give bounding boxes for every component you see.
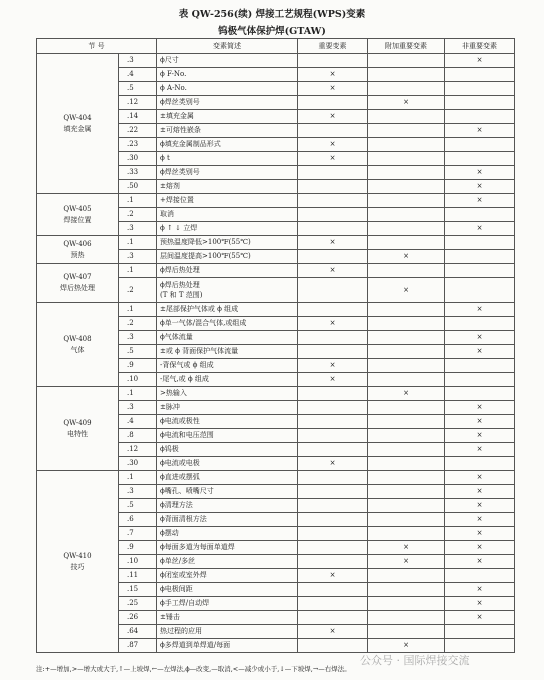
essential-mark	[298, 331, 368, 345]
variable-description: ϕ F-No.	[157, 68, 298, 82]
paragraph-number: .4	[119, 68, 157, 82]
footnote: 注:+—增加,>—增大或大于,↑—上坡焊,←—左焊法,ϕ—改变,—取消,<—减少或小于,↓—下坡焊,→—右焊法。	[36, 665, 351, 673]
paragraph-number: .22	[119, 124, 157, 138]
nonessential-mark	[445, 373, 515, 387]
table-subtitle: 钨极气体保护焊(GTAW)	[218, 26, 326, 37]
section-name: 气体	[70, 345, 85, 354]
essential-mark	[298, 278, 368, 303]
nonessential-mark	[445, 68, 515, 82]
supplementary-mark	[368, 611, 445, 625]
table-row	[37, 387, 515, 401]
variable-description: ϕ焊丝类别号	[157, 96, 298, 110]
nonessential-mark: ×	[445, 415, 515, 429]
wps-variables-table	[36, 38, 515, 653]
paragraph-number: .3	[119, 54, 157, 68]
variable-description: ϕ背面清根方法	[157, 513, 298, 527]
nonessential-mark	[445, 236, 515, 250]
essential-mark	[298, 345, 368, 359]
variable-description: 预热温度降低>100℉(55℃)	[157, 236, 298, 250]
essential-mark	[298, 250, 368, 264]
paragraph-number: .25	[119, 597, 157, 611]
nonessential-mark	[445, 110, 515, 124]
watermark: 公众号 · 国际焊接交流	[360, 654, 470, 667]
nonessential-mark: ×	[445, 124, 515, 138]
supplementary-mark	[368, 194, 445, 208]
supplementary-mark	[368, 415, 445, 429]
variable-description: -背保气或 ϕ 组成	[157, 359, 298, 373]
section-name: 焊后热处理	[60, 284, 95, 292]
section-name: 焊接位置	[63, 215, 92, 224]
supplementary-mark	[368, 457, 445, 471]
variable-description: ϕ尺寸	[157, 54, 298, 68]
nonessential-mark: ×	[445, 485, 515, 499]
nonessential-mark	[445, 264, 515, 278]
supplementary-mark	[368, 54, 445, 68]
variable-description: ±可熔性嵌条	[157, 124, 298, 138]
variable-description: ϕ ↑ ↓ 立焊	[157, 222, 298, 236]
nonessential-mark	[445, 278, 515, 303]
supplementary-mark	[368, 68, 445, 82]
paragraph-number: .8	[119, 429, 157, 443]
section-code: QW-405	[63, 204, 92, 213]
paragraph-number: .5	[119, 499, 157, 513]
section-code: QW-404	[63, 113, 92, 122]
paragraph-number: .3	[119, 250, 157, 264]
nonessential-mark: ×	[445, 555, 515, 569]
essential-mark: ×	[298, 569, 368, 583]
nonessential-mark	[445, 82, 515, 96]
paragraph-number: .2	[119, 208, 157, 222]
variable-description: ϕ直进或摆弧	[157, 471, 298, 485]
variable-description: ϕ清理方法	[157, 499, 298, 513]
supplementary-mark	[368, 471, 445, 485]
supplementary-mark	[368, 208, 445, 222]
supplementary-mark: ×	[368, 555, 445, 569]
essential-mark	[298, 443, 368, 457]
section-cell	[37, 236, 119, 264]
essential-mark	[298, 513, 368, 527]
supplementary-mark	[368, 166, 445, 180]
variable-description: ϕ电流和电压范围	[157, 429, 298, 443]
supplementary-mark	[368, 569, 445, 583]
supplementary-mark	[368, 138, 445, 152]
nonessential-mark: ×	[445, 443, 515, 457]
variable-description: ±锤击	[157, 611, 298, 625]
essential-mark: ×	[298, 359, 368, 373]
essential-mark	[298, 499, 368, 513]
nonessential-mark	[445, 569, 515, 583]
essential-mark	[298, 303, 368, 317]
table-row	[37, 236, 515, 250]
nonessential-mark	[445, 457, 515, 471]
essential-mark: ×	[298, 152, 368, 166]
variable-description: ±脉冲	[157, 401, 298, 415]
essential-mark	[298, 401, 368, 415]
header-supplementary: 附加重要变素	[368, 39, 445, 54]
paragraph-number: .1	[119, 471, 157, 485]
section-code: QW-410	[63, 551, 92, 560]
nonessential-mark: ×	[445, 331, 515, 345]
essential-mark	[298, 639, 368, 653]
essential-mark	[298, 429, 368, 443]
nonessential-mark: ×	[445, 401, 515, 415]
supplementary-mark	[368, 222, 445, 236]
variable-description: ±熔剂	[157, 180, 298, 194]
essential-mark	[298, 124, 368, 138]
section-cell	[37, 303, 119, 387]
supplementary-mark	[368, 152, 445, 166]
supplementary-mark	[368, 527, 445, 541]
nonessential-mark: ×	[445, 611, 515, 625]
supplementary-mark: ×	[368, 387, 445, 401]
supplementary-mark: ×	[368, 250, 445, 264]
paragraph-number: .12	[119, 96, 157, 110]
table-row	[37, 194, 515, 208]
essential-mark	[298, 597, 368, 611]
essential-mark	[298, 485, 368, 499]
variable-description: ϕ每面多道为每面单道焊	[157, 541, 298, 555]
nonessential-mark	[445, 96, 515, 110]
table-body	[37, 54, 515, 653]
variable-description: ϕ摆动	[157, 527, 298, 541]
nonessential-mark: ×	[445, 303, 515, 317]
essential-mark	[298, 541, 368, 555]
section-cell	[37, 471, 119, 653]
supplementary-mark	[368, 583, 445, 597]
essential-mark: ×	[298, 110, 368, 124]
variable-description: ϕ焊后热处理	[157, 264, 298, 278]
nonessential-mark	[445, 387, 515, 401]
essential-mark: ×	[298, 264, 368, 278]
paragraph-number: .1	[119, 264, 157, 278]
paragraph-number: .3	[119, 485, 157, 499]
nonessential-mark	[445, 359, 515, 373]
supplementary-mark: ×	[368, 541, 445, 555]
essential-mark: ×	[298, 373, 368, 387]
variable-description: ϕ嘴孔、喷嘴尺寸	[157, 485, 298, 499]
supplementary-mark	[368, 317, 445, 331]
essential-mark	[298, 222, 368, 236]
essential-mark: ×	[298, 138, 368, 152]
nonessential-mark: ×	[445, 541, 515, 555]
table-title: 表 QW-256(续) 焊接工艺规程(WPS)变素	[178, 9, 366, 20]
supplementary-mark	[368, 110, 445, 124]
supplementary-mark: ×	[368, 639, 445, 653]
variable-description: >热输入	[157, 387, 298, 401]
variable-description: ϕ钨极	[157, 443, 298, 457]
section-cell	[37, 387, 119, 471]
essential-mark: ×	[298, 82, 368, 96]
supplementary-mark	[368, 124, 445, 138]
section-code: QW-408	[63, 334, 92, 343]
header-description: 变素简述	[157, 39, 298, 54]
paragraph-number: .2	[119, 317, 157, 331]
header-section: 节 号	[37, 39, 157, 54]
nonessential-mark: ×	[445, 597, 515, 611]
section-name: 技巧	[70, 562, 85, 571]
paragraph-number: .33	[119, 166, 157, 180]
section-name: 填充金属	[63, 124, 92, 133]
supplementary-mark: ×	[368, 96, 445, 110]
paragraph-number: .50	[119, 180, 157, 194]
nonessential-mark: ×	[445, 499, 515, 513]
essential-mark	[298, 555, 368, 569]
variable-description: 取消	[157, 208, 298, 222]
variable-description: ϕ填充金属制品形式	[157, 138, 298, 152]
paragraph-number: .1	[119, 236, 157, 250]
paragraph-number: .4	[119, 415, 157, 429]
nonessential-mark	[445, 625, 515, 639]
supplementary-mark	[368, 443, 445, 457]
header-nonessential: 非重要变素	[445, 39, 515, 54]
essential-mark	[298, 583, 368, 597]
essential-mark	[298, 180, 368, 194]
essential-mark: ×	[298, 317, 368, 331]
nonessential-mark: ×	[445, 429, 515, 443]
variable-description: ϕ电流或电极	[157, 457, 298, 471]
supplementary-mark	[368, 373, 445, 387]
section-code: QW-409	[63, 418, 92, 427]
paragraph-number: .64	[119, 625, 157, 639]
variable-description: ϕ闭室或室外焊	[157, 569, 298, 583]
nonessential-mark	[445, 138, 515, 152]
paragraph-number: .5	[119, 345, 157, 359]
header-row	[37, 39, 515, 54]
supplementary-mark: ×	[368, 278, 445, 303]
paragraph-number: .15	[119, 583, 157, 597]
variable-description: ϕ焊后热处理 (T 和 T 范围)	[157, 278, 298, 303]
variable-description: ±填充金属	[157, 110, 298, 124]
header-essential: 重要变素	[298, 39, 368, 54]
paragraph-number: .6	[119, 513, 157, 527]
paragraph-number: .14	[119, 110, 157, 124]
essential-mark: ×	[298, 457, 368, 471]
essential-mark	[298, 194, 368, 208]
essential-mark	[298, 471, 368, 485]
essential-mark: ×	[298, 625, 368, 639]
essential-mark: ×	[298, 68, 368, 82]
supplementary-mark	[368, 401, 445, 415]
variable-description: +焊接位置	[157, 194, 298, 208]
nonessential-mark: ×	[445, 471, 515, 485]
paragraph-number: .30	[119, 152, 157, 166]
paragraph-number: .87	[119, 639, 157, 653]
paragraph-number: .1	[119, 194, 157, 208]
essential-mark	[298, 96, 368, 110]
supplementary-mark	[368, 625, 445, 639]
section-code: QW-406	[63, 239, 92, 248]
paragraph-number: .11	[119, 569, 157, 583]
nonessential-mark	[445, 208, 515, 222]
table-row	[37, 54, 515, 68]
supplementary-mark	[368, 597, 445, 611]
variable-description: ϕ多焊道到单焊道/每面	[157, 639, 298, 653]
paragraph-number: .3	[119, 401, 157, 415]
variable-description: ±或 ϕ 背面保护气体流量	[157, 345, 298, 359]
supplementary-mark	[368, 359, 445, 373]
variable-description: ϕ t	[157, 152, 298, 166]
essential-mark	[298, 415, 368, 429]
nonessential-mark: ×	[445, 194, 515, 208]
nonessential-mark: ×	[445, 222, 515, 236]
supplementary-mark	[368, 331, 445, 345]
paragraph-number: .10	[119, 555, 157, 569]
paragraph-number: .1	[119, 303, 157, 317]
supplementary-mark	[368, 499, 445, 513]
variable-description: ϕ焊丝类别号	[157, 166, 298, 180]
essential-mark	[298, 387, 368, 401]
essential-mark	[298, 54, 368, 68]
section-code: QW-407	[63, 273, 92, 281]
section-name: 预热	[70, 250, 85, 259]
essential-mark: ×	[298, 236, 368, 250]
section-name: 电特性	[67, 429, 88, 438]
variable-description: ϕ电极间距	[157, 583, 298, 597]
paragraph-number: .10	[119, 373, 157, 387]
variable-description: 层间温度提高>100℉(55℃)	[157, 250, 298, 264]
variable-description: ϕ电流或极性	[157, 415, 298, 429]
paragraph-number: .30	[119, 457, 157, 471]
nonessential-mark	[445, 152, 515, 166]
paragraph-number: .23	[119, 138, 157, 152]
supplementary-mark	[368, 264, 445, 278]
essential-mark	[298, 611, 368, 625]
variable-description: ±尾部保护气体或 ϕ 组成	[157, 303, 298, 317]
paragraph-number: .26	[119, 611, 157, 625]
nonessential-mark: ×	[445, 527, 515, 541]
variable-description: ϕ单丝/多丝	[157, 555, 298, 569]
paragraph-number: .1	[119, 387, 157, 401]
table-row	[37, 264, 515, 278]
table-row	[37, 303, 515, 317]
essential-mark	[298, 208, 368, 222]
essential-mark	[298, 166, 368, 180]
section-cell	[37, 194, 119, 236]
nonessential-mark: ×	[445, 180, 515, 194]
variable-description: ϕ气体流量	[157, 331, 298, 345]
paragraph-number: .9	[119, 541, 157, 555]
nonessential-mark: ×	[445, 513, 515, 527]
nonessential-mark: ×	[445, 583, 515, 597]
nonessential-mark: ×	[445, 166, 515, 180]
nonessential-mark	[445, 250, 515, 264]
supplementary-mark	[368, 345, 445, 359]
supplementary-mark	[368, 429, 445, 443]
supplementary-mark	[368, 485, 445, 499]
paragraph-number: .3	[119, 222, 157, 236]
supplementary-mark	[368, 236, 445, 250]
variable-description: 热过程的应用	[157, 625, 298, 639]
paragraph-number: .7	[119, 527, 157, 541]
nonessential-mark	[445, 317, 515, 331]
paragraph-number: .12	[119, 443, 157, 457]
nonessential-mark	[445, 639, 515, 653]
variable-description: ϕ单一气体/混合气体,或组成	[157, 317, 298, 331]
nonessential-mark: ×	[445, 345, 515, 359]
supplementary-mark	[368, 513, 445, 527]
paragraph-number: .5	[119, 82, 157, 96]
paragraph-number: .9	[119, 359, 157, 373]
paragraph-number: .3	[119, 331, 157, 345]
section-cell	[37, 264, 119, 303]
table-row	[37, 471, 515, 485]
essential-mark	[298, 527, 368, 541]
nonessential-mark: ×	[445, 54, 515, 68]
section-cell	[37, 54, 119, 194]
variable-description: -尾气,或 ϕ 组成	[157, 373, 298, 387]
supplementary-mark	[368, 180, 445, 194]
supplementary-mark	[368, 303, 445, 317]
supplementary-mark	[368, 82, 445, 96]
variable-description: ϕ手工焊/自动焊	[157, 597, 298, 611]
variable-description: ϕ A-No.	[157, 82, 298, 96]
paragraph-number: .2	[119, 278, 157, 303]
